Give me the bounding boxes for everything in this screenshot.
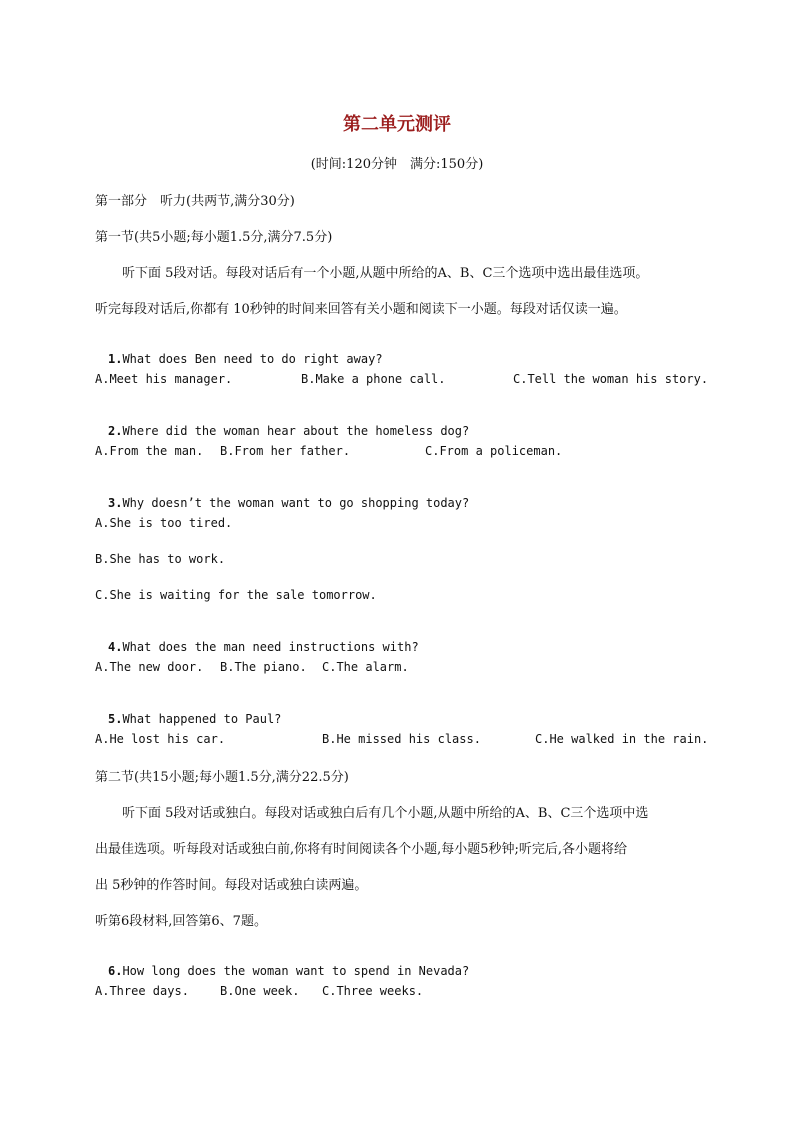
option-1a: A.Meet his manager.	[95, 372, 233, 386]
section1-heading: 第一节(共5小题;每小题1.5分,满分7.5分)	[95, 230, 333, 245]
exam-time-score: (时间:120分钟 满分:150分)	[310, 157, 484, 172]
option-5b: B.He missed his class.	[322, 732, 481, 746]
question-number: 2.	[108, 424, 123, 438]
option-6c: C.Three weeks.	[322, 984, 424, 998]
option-5c: C.He walked in the rain.	[535, 732, 709, 746]
question-text: What does the man need instructions with?	[122, 640, 419, 654]
option-1c: C.Tell the woman his story.	[513, 372, 709, 386]
option-1b: B.Make a phone call.	[301, 372, 446, 386]
question-number: 3.	[108, 496, 123, 510]
section2-instructions-line1: 听下面 5段对话或独白。每段对话或独白后有几个小题,从题中所给的A、B、C三个选项中选	[122, 806, 649, 821]
option-2a: A.From the man.	[95, 444, 204, 458]
section2-instructions-line3: 出 5秒钟的作答时间。每段对话或独白读两遍。	[95, 878, 368, 893]
option-6a: A.Three days.	[95, 984, 189, 998]
option-4b: B.The piano.	[220, 660, 307, 674]
option-3c: C.She is waiting for the sale tomorrow.	[95, 588, 377, 602]
material-6-instruction: 听第6段材料,回答第6、7题。	[95, 914, 267, 929]
question-number: 5.	[108, 712, 123, 726]
option-4a: A.The new door.	[95, 660, 204, 674]
option-2c: C.From a policeman.	[425, 444, 563, 458]
option-4c: C.The alarm.	[322, 660, 409, 674]
part1-heading: 第一部分 听力(共两节,满分30分)	[95, 194, 295, 209]
section2-instructions-line2: 出最佳选项。听每段对话或独白前,你将有时间阅读各个小题,每小题5秒钟;听完后,各小题将给	[95, 842, 628, 857]
page-title: 第二单元测评	[343, 114, 451, 135]
option-3a: A.She is too tired.	[95, 516, 233, 530]
question-number: 4.	[108, 640, 123, 654]
question-text: Why doesn’t the woman want to go shopping today?	[122, 496, 470, 510]
question-text: Where did the woman hear about the homeless dog?	[122, 424, 470, 438]
section1-instructions-line2: 听完每段对话后,你都有 10秒钟的时间来回答有关小题和阅读下一小题。每段对话仅读一遍。	[95, 302, 627, 317]
option-2b: B.From her father.	[220, 444, 351, 458]
question-text: What happened to Paul?	[122, 712, 282, 726]
question-number: 6.	[108, 964, 123, 978]
section1-instructions-line1: 听下面 5段对话。每段对话后有一个小题,从题中所给的A、B、C三个选项中选出最佳选项。	[122, 266, 649, 281]
option-3b: B.She has to work.	[95, 552, 226, 566]
option-5a: A.He lost his car.	[95, 732, 226, 746]
option-6b: B.One week.	[220, 984, 300, 998]
section2-heading: 第二节(共15小题;每小题1.5分,满分22.5分)	[95, 770, 349, 785]
question-text: What does Ben need to do right away?	[122, 352, 383, 366]
question-number: 1.	[108, 352, 123, 366]
question-text: How long does the woman want to spend in Nevada?	[122, 964, 470, 978]
